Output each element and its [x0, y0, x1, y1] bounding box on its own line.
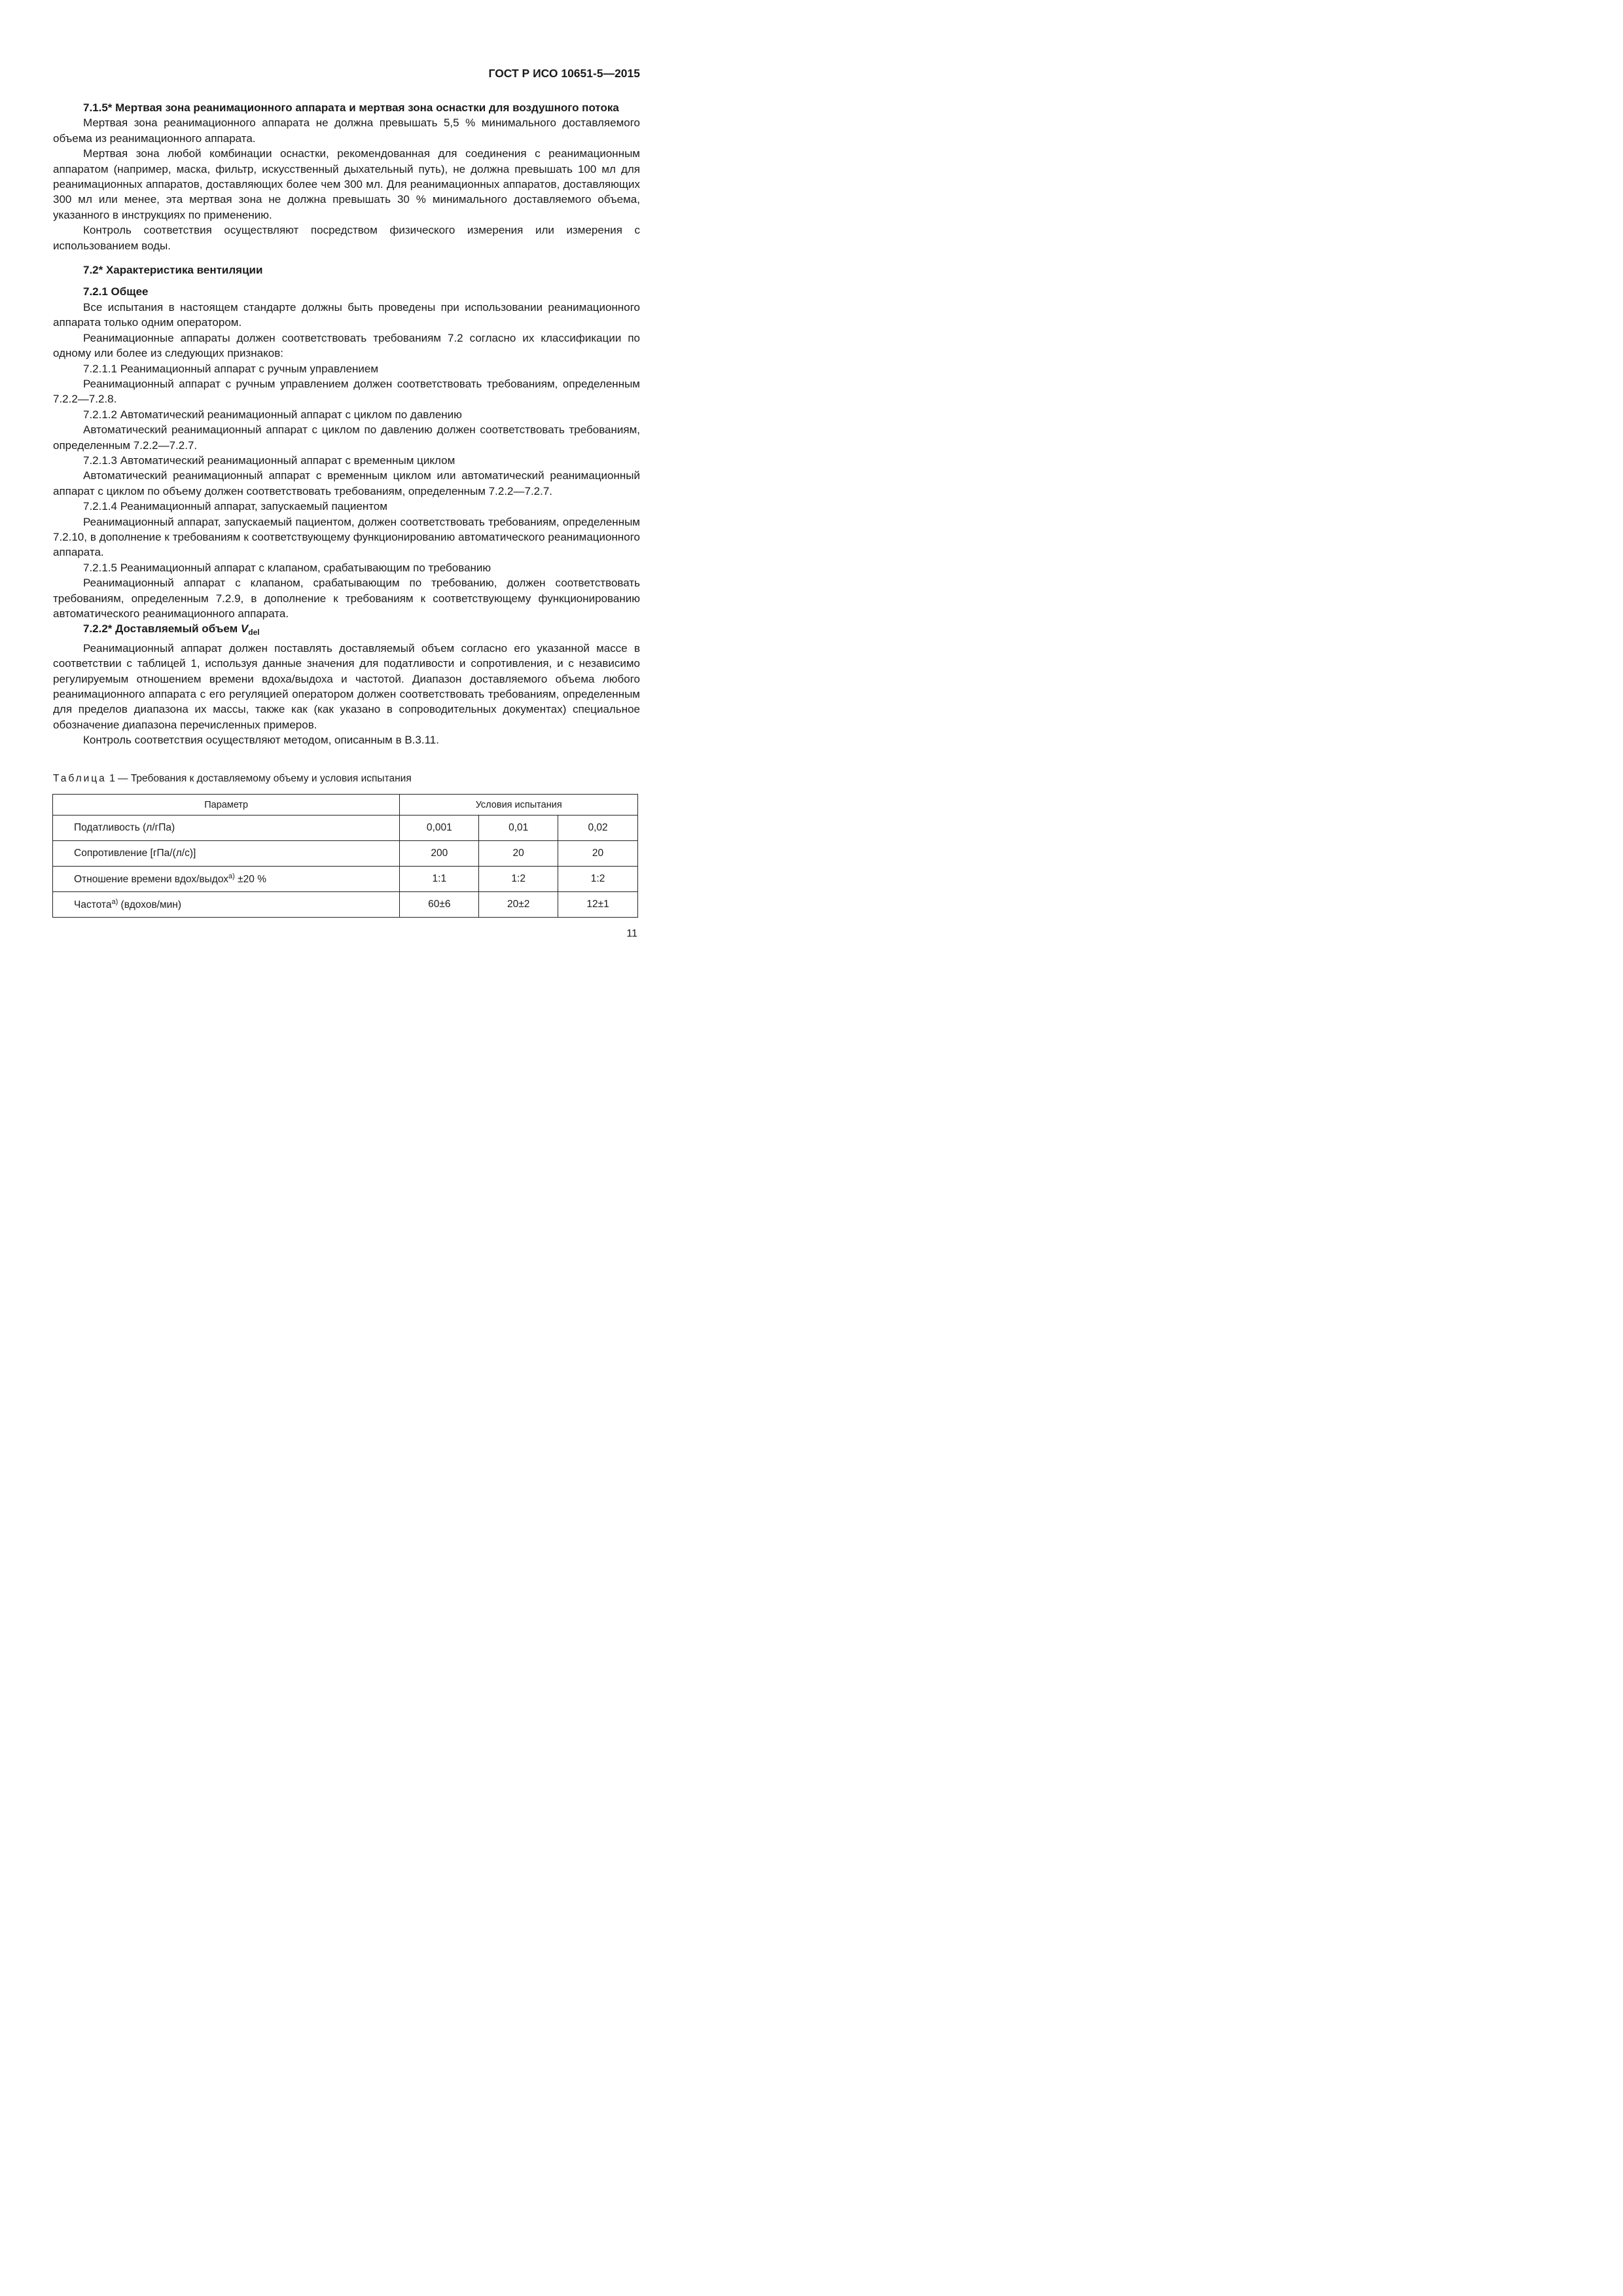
value-cell: 1:1 — [400, 867, 479, 892]
list-item-title — [53, 407, 640, 422]
item-title: Реанимационный аппарат с ручным управлением — [120, 362, 379, 375]
item-number: 7.2.1.2 — [83, 408, 117, 421]
parameter-cell: Сопротивление [гПа/(л/с)] — [53, 841, 400, 867]
item-number: 7.2.1.3 — [83, 454, 117, 467]
list-item-text: Реанимационный аппарат с ручным управлением должен соответствовать требованиям, определенным 7.2.2—7.2.8. — [53, 377, 640, 406]
paragraph: Мертвая зона реанимационного аппарата не должна превышать 5,5 % минимального доставляемого объема из реанимационного аппарата. — [53, 117, 640, 145]
item-title: Автоматический реанимационный аппарат с временным циклом — [120, 454, 455, 467]
list-item-title — [53, 499, 640, 514]
requirements-table — [52, 794, 638, 918]
table-row — [53, 867, 638, 892]
parameter-cell — [53, 892, 400, 918]
list-item-text: Автоматический реанимационный аппарат с временным циклом или автоматический реанимационный аппарат с циклом по объему должен соответствовать требованиям, определенным 7.2.2—7.2.7. — [53, 469, 640, 497]
paragraph: Контроль соответствия осуществляют посредством физического измерения или измерения с использованием воды. — [53, 224, 640, 252]
heading-7-1-5: 7.1.5* Мертвая зона реанимационного аппарата и мертвая зона оснастки для воздушного потока — [83, 101, 619, 114]
parameter-cell — [53, 867, 400, 892]
heading-7-2-1: 7.2.1 Общее — [83, 285, 149, 298]
caption-label: Таблица — [53, 773, 107, 784]
list-item-title — [53, 453, 640, 468]
heading-7-2-2 — [53, 621, 640, 640]
paragraph: Реанимационные аппараты должен соответствовать требованиям 7.2 согласно их классификации по одному или более из следующих признаков: — [53, 331, 640, 360]
list-item-title — [53, 361, 640, 376]
item-title: Реанимационный аппарат, запускаемый пациентом — [120, 500, 387, 513]
item-number: 7.2.1.4 — [83, 500, 117, 513]
value-cell: 60±6 — [400, 892, 479, 918]
heading-7-2: 7.2* Характеристика вентиляции — [83, 264, 263, 277]
value-cell: 1:2 — [558, 867, 638, 892]
list-item-title — [53, 560, 640, 575]
value-cell: 0,01 — [479, 816, 558, 841]
parameter-tolerance: ±20 % — [234, 874, 266, 885]
column-header-parameter: Параметр — [53, 795, 400, 816]
heading-text: 7.2.2* Доставляемый объем — [83, 622, 238, 636]
table-row — [53, 841, 638, 867]
paragraph: Мертвая зона любой комбинации оснастки, рекомендованная для соединения с реанимационным аппаратом (например, маска, фильтр, искусственный дыхательный путь), не должна превышать 100 мл для реанимационных аппаратов, доставляющих более чем 300 мл. Для реанимационных аппаратов, доставляющих 300 мл или менее, эта мертвая зона не должна превышать 30 % минимального доставляемого объема, указанного в инструкциях по применению. — [53, 147, 640, 221]
value-cell: 20 — [479, 841, 558, 867]
paragraph: Реанимационный аппарат должен поставлять доставляемый объем согласно его указанной массе в соответствии с таблицей 1, используя данные значения для податливости и сопротивления, и с независимо регулируемым отношением времени вдоха/выдоха и частотой. Диапазон доставляемого объема любого реанимационного аппарата с его регуляцией оператором должен соответствовать требованиям, определенным для пределов диапазона их массы, также как (как указано в сопроводительных документах) специальное обозначение диапазона перечисленных примеров. — [53, 641, 640, 731]
value-cell: 20 — [558, 841, 638, 867]
table-row — [53, 816, 638, 841]
value-cell: 12±1 — [558, 892, 638, 918]
list-item-text: Реанимационный аппарат с клапаном, срабатывающим по требованию, должен соответствовать требованиям, определенным 7.2.9, в дополнение к требованиям к соответствующему функционированию автоматического реанимационного аппарата. — [53, 577, 640, 620]
parameter-name: Частота — [74, 899, 112, 910]
column-header-conditions: Условия испытания — [400, 795, 638, 816]
item-number: 7.2.1.5 — [83, 561, 117, 574]
value-cell: 0,02 — [558, 816, 638, 841]
item-number: 7.2.1.1 — [83, 362, 117, 375]
footnote-marker: а) — [111, 898, 118, 906]
value-cell: 1:2 — [479, 867, 558, 892]
paragraph: Контроль соответствия осуществляют методом, описанным в В.3.11. — [83, 734, 439, 747]
parameter-name: Отношение времени вдох/выдох — [74, 874, 229, 885]
document-id: ГОСТ Р ИСО 10651-5—2015 — [488, 67, 640, 80]
table-caption — [53, 773, 412, 785]
caption-text: 1 — Требования к доставляемому объему и условия испытания — [109, 773, 412, 784]
value-cell: 20±2 — [479, 892, 558, 918]
footnote-marker: а) — [228, 872, 235, 880]
page-number: 11 — [626, 928, 637, 939]
list-item-text: Реанимационный аппарат, запускаемый пациентом, должен соответствовать требованиям, определенным 7.2.10, в дополнение к требованиям к соответствующему функционированию автоматического реанимационного аппарата. — [53, 515, 640, 559]
table-row — [53, 892, 638, 918]
paragraph: Все испытания в настоящем стандарте должны быть проведены при использовании реанимационного аппарата только одним оператором. — [53, 300, 640, 329]
classification-list — [53, 361, 640, 622]
parameter-cell: Податливость (л/гПа) — [53, 816, 400, 841]
parameter-unit: (вдохов/мин) — [118, 899, 182, 910]
symbol-subscript: del — [248, 628, 260, 637]
item-title: Автоматический реанимационный аппарат с циклом по давлению — [120, 408, 462, 421]
symbol-v: V — [240, 622, 249, 636]
item-title: Реанимационный аппарат с клапаном, срабатывающим по требованию — [120, 561, 491, 574]
list-item-text: Автоматический реанимационный аппарат с циклом по давлению должен соответствовать требованиям, определенным 7.2.2—7.2.7. — [53, 423, 640, 452]
value-cell: 200 — [400, 841, 479, 867]
value-cell: 0,001 — [400, 816, 479, 841]
table-header-row — [53, 795, 638, 816]
document-body — [53, 100, 640, 748]
